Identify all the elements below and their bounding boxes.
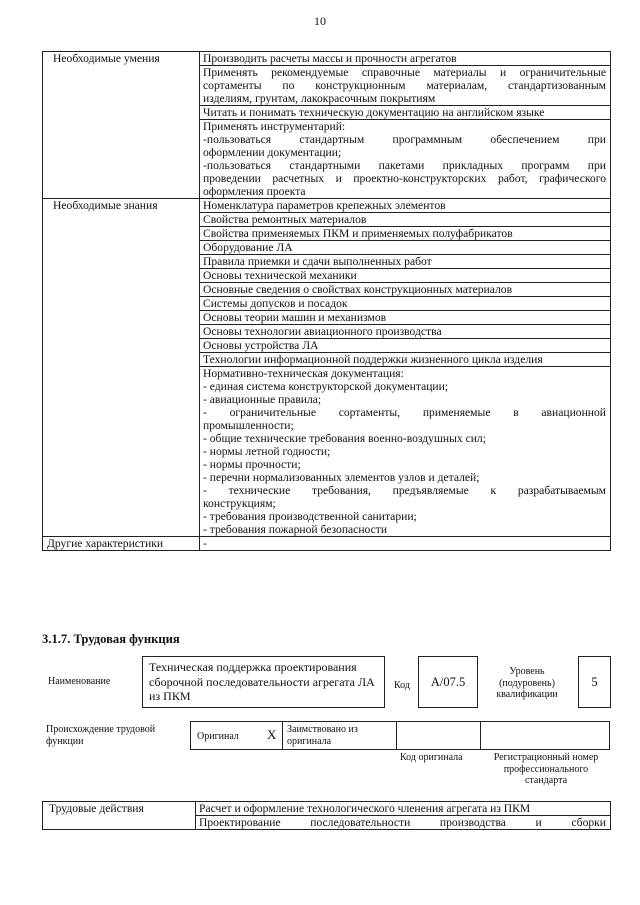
page-number: 10 <box>314 14 326 28</box>
table-row <box>43 802 611 816</box>
knowledge-item: Основы устройства ЛА <box>200 339 611 353</box>
knowledge-item: Оборудование ЛА <box>200 241 611 255</box>
original-label: Оригинал <box>197 731 239 742</box>
action-item: Расчет и оформление технологического членения агрегата из ПКМ <box>196 802 611 816</box>
function-name: Техническая поддержка проектирования сборочной последовательности агрегата ЛА из ПКМ <box>149 660 375 703</box>
knowledge-item: Основы теории машин и механизмов <box>200 311 611 325</box>
knowledge-item: Номенклатура параметров крепежных элементов <box>200 199 611 213</box>
skill-item: Производить расчеты массы и прочности агрегатов <box>200 52 611 66</box>
level-value: 5 <box>591 675 598 689</box>
borrowed-label: Заимствовано из оригинала <box>287 724 358 747</box>
original-mark: X <box>267 727 277 742</box>
knowledge-item: Системы допусков и посадок <box>200 297 611 311</box>
knowledge-item: Технологии информационной поддержки жизненного цикла изделия <box>200 353 611 367</box>
actions-label: Трудовые действия <box>43 802 196 830</box>
table-row <box>43 199 611 213</box>
knowledge-item: Основные сведения о свойствах конструкционных материалов <box>200 283 611 297</box>
action-item: Проектирование последовательности производства и сборки <box>196 816 611 830</box>
code-value: A/07.5 <box>430 675 466 689</box>
section-heading: 3.1.7. Трудовая функция <box>42 632 180 646</box>
code-label: Код <box>394 680 410 691</box>
skill-item: Применять инструментарий: -пользоваться стандартным программным обеспечением при оформлении документации; -пользоваться стандартными пакетами прикладных программ при проведении расчетных и проектно-конструкторских работ, графического оформления проекта <box>200 120 611 199</box>
knowledge-item: Правила приемки и сдачи выполненных работ <box>200 255 611 269</box>
requirements-table <box>42 51 611 551</box>
knowledge-item: Основы технологии авиационного производства <box>200 325 611 339</box>
level-box <box>578 656 611 708</box>
level-label: Уровень (подуровень) квалификации <box>496 666 558 700</box>
knowledge-item: Основы технической механики <box>200 269 611 283</box>
table-row <box>43 52 611 66</box>
origin-box <box>190 721 610 750</box>
table-row <box>43 537 611 551</box>
name-value-box <box>142 656 385 708</box>
other-label: Другие характеристики <box>43 537 200 551</box>
skill-item: Читать и понимать техническую документацию на английском языке <box>200 106 611 120</box>
knowledge-item: Нормативно-техническая документация: - единая система конструкторской документации; - авиационные правила; - ограничительные сортаменты, применяемые в авиационной промышленности; - общие технические требования военно-воздушных сил; - нормы летной годности; - нормы прочности; - перечни нормализованных элементов узлов и деталей; - технические требования, предъявляемые к разрабатываемым конструкциям; - требования производственной санитарии; - требования пожарной безопасности <box>200 367 611 537</box>
reg-number-label: Регистрационный номер профессионального стандарта <box>493 752 599 786</box>
origin-label: Происхождение трудовой функции <box>46 724 156 747</box>
name-label: Наименование <box>48 676 111 687</box>
other-value: - <box>200 537 611 551</box>
code-box <box>418 656 478 708</box>
skill-item: Применять рекомендуемые справочные материалы и ограничительные сортаменты по конструкционным материалам, стандартизованным изделиям, грунтам, лакокрасочным покрытиям <box>200 66 611 106</box>
knowledge-item: Свойства ремонтных материалов <box>200 213 611 227</box>
knowledge-label: Необходимые знания <box>43 199 200 537</box>
knowledge-item: Свойства применяемых ПКМ и применяемых полуфабрикатов <box>200 227 611 241</box>
skills-label: Необходимые умения <box>43 52 200 199</box>
actions-table <box>42 801 611 830</box>
code-original-label: Код оригинала <box>400 752 463 763</box>
